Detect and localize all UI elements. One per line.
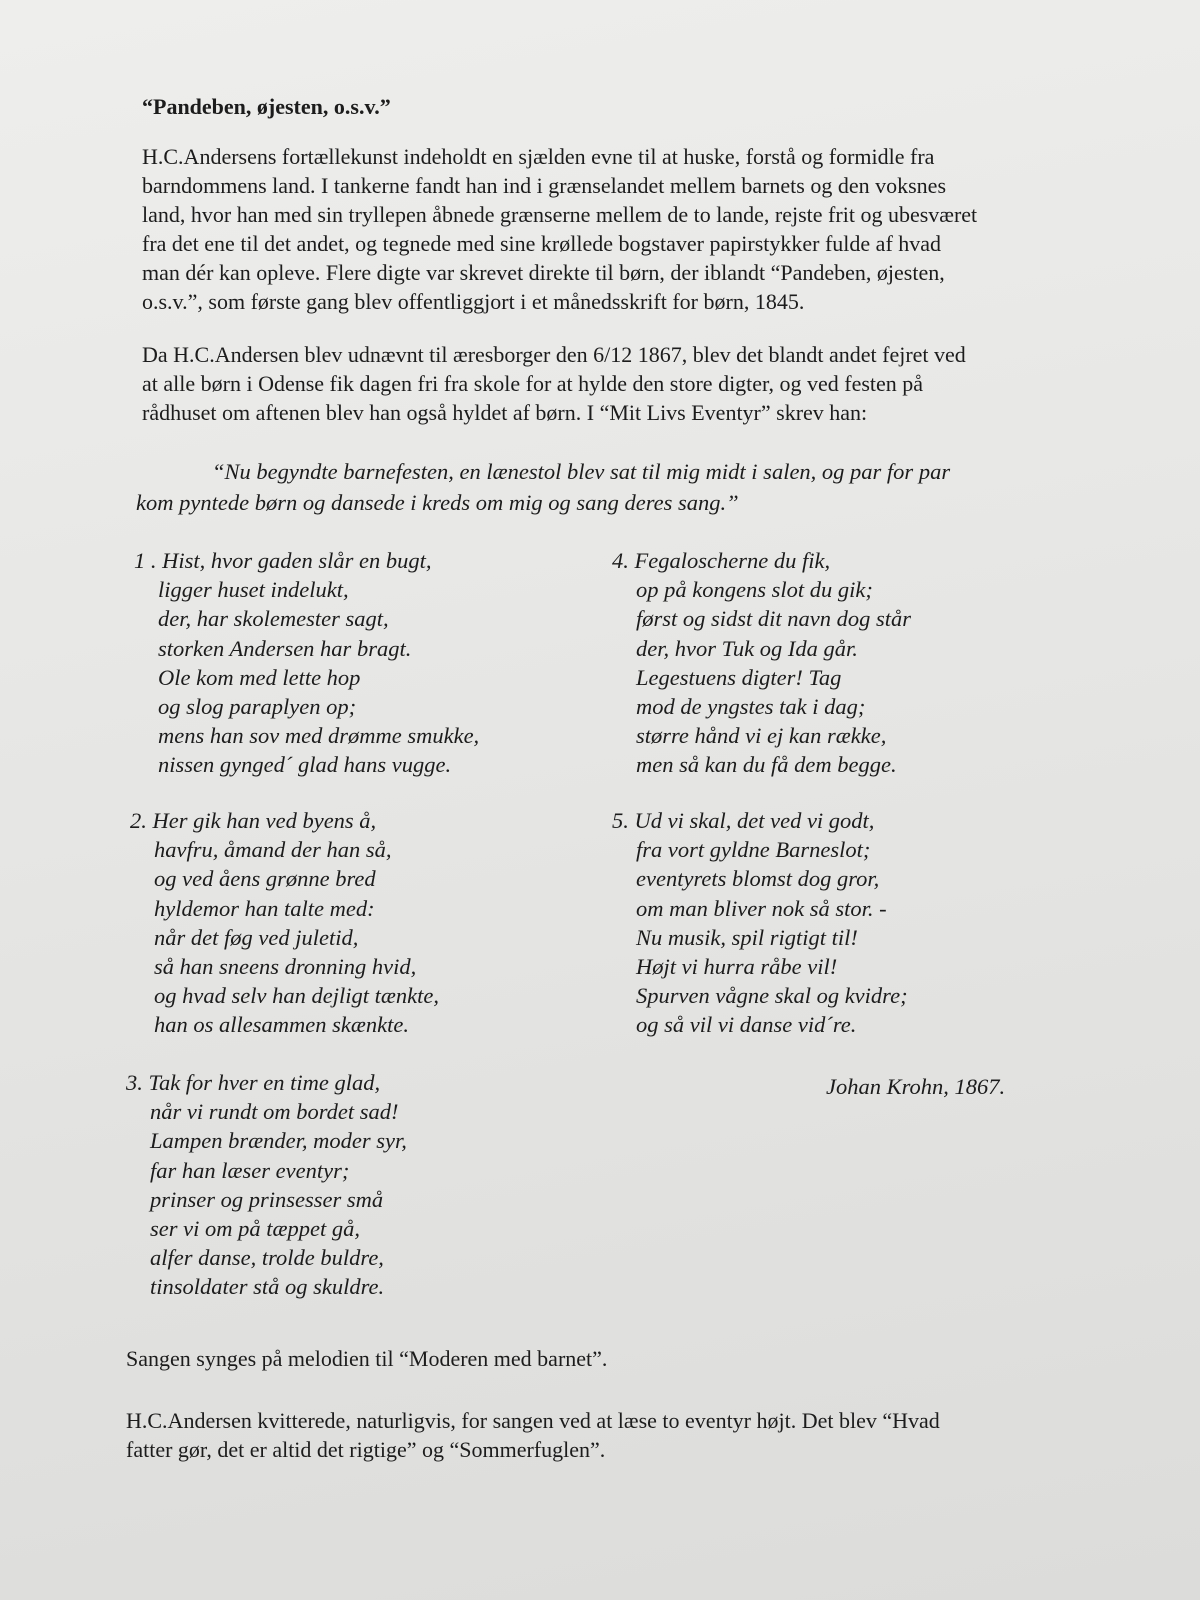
text-line: fatter gør, det er altid det rigtige” og “Sommerfuglen”. — [126, 1437, 606, 1462]
verse-line: prinser og prinsesser små — [150, 1186, 384, 1212]
verse-line: først og sidst dit navn dog står — [636, 606, 912, 632]
verse-3 — [126, 1068, 407, 1302]
verse-line: ligger huset indelukt, — [158, 577, 349, 603]
page-title: “Pandeben, øjesten, o.s.v.” — [142, 94, 391, 119]
verse-5 — [612, 806, 908, 1040]
verse-line: Ole kom med lette hop — [158, 664, 361, 690]
text-line: barndommens land. I tankerne fandt han ind i grænselandet mellem barnets og den voksnes — [142, 173, 947, 198]
verse-line: når vi rundt om bordet sad! — [150, 1099, 399, 1125]
verse-line: 5. Ud vi skal, det ved vi godt, — [612, 808, 875, 833]
text-line: rådhuset om aftenen blev han også hyldet af børn. I “Mit Livs Eventyr” skrev han: — [142, 400, 868, 425]
verse-line: 1 . Hist, hvor gaden slår en bugt, — [134, 548, 432, 573]
verse-line: eventyrets blomst dog gror, — [636, 866, 880, 892]
quote-line: kom pyntede børn og dansede i kreds om mig og sang deres sang.” — [136, 490, 739, 515]
text-line: at alle børn i Odense fik dagen fri fra skole for at hylde den store digter, og ved festen på — [142, 371, 924, 396]
verse-line: nissen gynged´ glad hans vugge. — [158, 752, 452, 778]
poem-signature: Johan Krohn, 1867. — [826, 1074, 1006, 1099]
verse-1 — [134, 546, 479, 780]
verse-line: men så kan du få dem begge. — [636, 752, 897, 778]
verse-line: op på kongens slot du gik; — [636, 577, 873, 603]
verse-line: Højt vi hurra råbe vil! — [636, 954, 838, 980]
verse-line: havfru, åmand der han så, — [154, 837, 392, 863]
verse-line: Legestuens digter! Tag — [636, 664, 842, 690]
verse-line: far han læser eventyr; — [150, 1157, 350, 1183]
verse-line: Spurven vågne skal og kvidre; — [636, 983, 908, 1009]
text-line: Da H.C.Andersen blev udnævnt til æresborger den 6/12 1867, blev det blandt andet fejret ved — [142, 342, 966, 367]
verse-line: tinsoldater stå og skuldre. — [150, 1274, 385, 1300]
verse-line: ser vi om på tæppet gå, — [150, 1216, 360, 1242]
verse-4 — [612, 546, 911, 780]
verse-line: 2. Her gik han ved byens å, — [130, 808, 377, 833]
quote-block — [136, 456, 1066, 518]
text-line: land, hvor han med sin tryllepen åbnede grænserne mellem de to lande, rejste frit og ubesværet — [142, 202, 978, 227]
verse-line: 3. Tak for hver en time glad, — [126, 1070, 381, 1095]
verse-line: og hvad selv han dejligt tænkte, — [154, 983, 439, 1009]
text-line: fra det ene til det andet, og tegnede med sine krøllede bogstaver papirstykker fulde af hvad — [142, 231, 942, 256]
verse-line: hyldemor han talte med: — [154, 895, 375, 921]
verse-line: mod de yngstes tak i dag; — [636, 694, 866, 720]
closing-paragraph — [126, 1406, 1066, 1464]
verse-line: Nu musik, spil rigtigt til! — [636, 924, 858, 950]
verse-line: der, hvor Tuk og Ida går. — [636, 635, 858, 661]
verse-line: alfer danse, trolde buldre, — [150, 1245, 384, 1271]
quote-line: “Nu begyndte barnefesten, en lænestol blev sat til mig midt i salen, og par for par — [212, 459, 951, 484]
text-line: H.C.Andersens fortællekunst indeholdt en sjælden evne til at huske, forstå og formidle fra — [142, 144, 935, 169]
verse-line: og så vil vi danse vid´re. — [636, 1012, 857, 1038]
verse-2 — [130, 806, 439, 1040]
verse-line: storken Andersen har bragt. — [158, 635, 412, 661]
verse-line: så han sneens dronning hvid, — [154, 954, 417, 980]
text-line: Sangen synges på melodien til “Moderen med barnet”. — [126, 1346, 608, 1371]
verse-line: mens han sov med drømme smukke, — [158, 723, 480, 749]
verse-line: og slog paraplyen op; — [158, 694, 357, 720]
verse-line: han os allesammen skænkte. — [154, 1012, 409, 1038]
text-line: H.C.Andersen kvitterede, naturligvis, for sangen ved at læse to eventyr højt. Det blev “Hvad — [126, 1408, 940, 1433]
text-line: o.s.v.”, som første gang blev offentliggjort i et månedsskrift for børn, 1845. — [142, 289, 805, 314]
verse-line: fra vort gyldne Barneslot; — [636, 837, 871, 863]
verse-line: Lampen brænder, moder syr, — [150, 1128, 407, 1154]
intro-paragraph — [142, 142, 1062, 316]
verse-line: større hånd vi ej kan række, — [636, 723, 887, 749]
text-line: man dér kan opleve. Flere digte var skrevet direkte til børn, der iblandt “Pandeben, øjesten, — [142, 260, 945, 285]
honorary-citizen-paragraph — [142, 340, 1062, 427]
verse-line: om man bliver nok så stor. - — [636, 895, 887, 921]
melody-note — [126, 1344, 1066, 1373]
verse-line: og ved åens grønne bred — [154, 866, 376, 892]
verse-line: der, har skolemester sagt, — [158, 606, 389, 632]
verse-line: når det føg ved juletid, — [154, 924, 359, 950]
verse-line: 4. Fegaloscherne du fik, — [612, 548, 831, 573]
